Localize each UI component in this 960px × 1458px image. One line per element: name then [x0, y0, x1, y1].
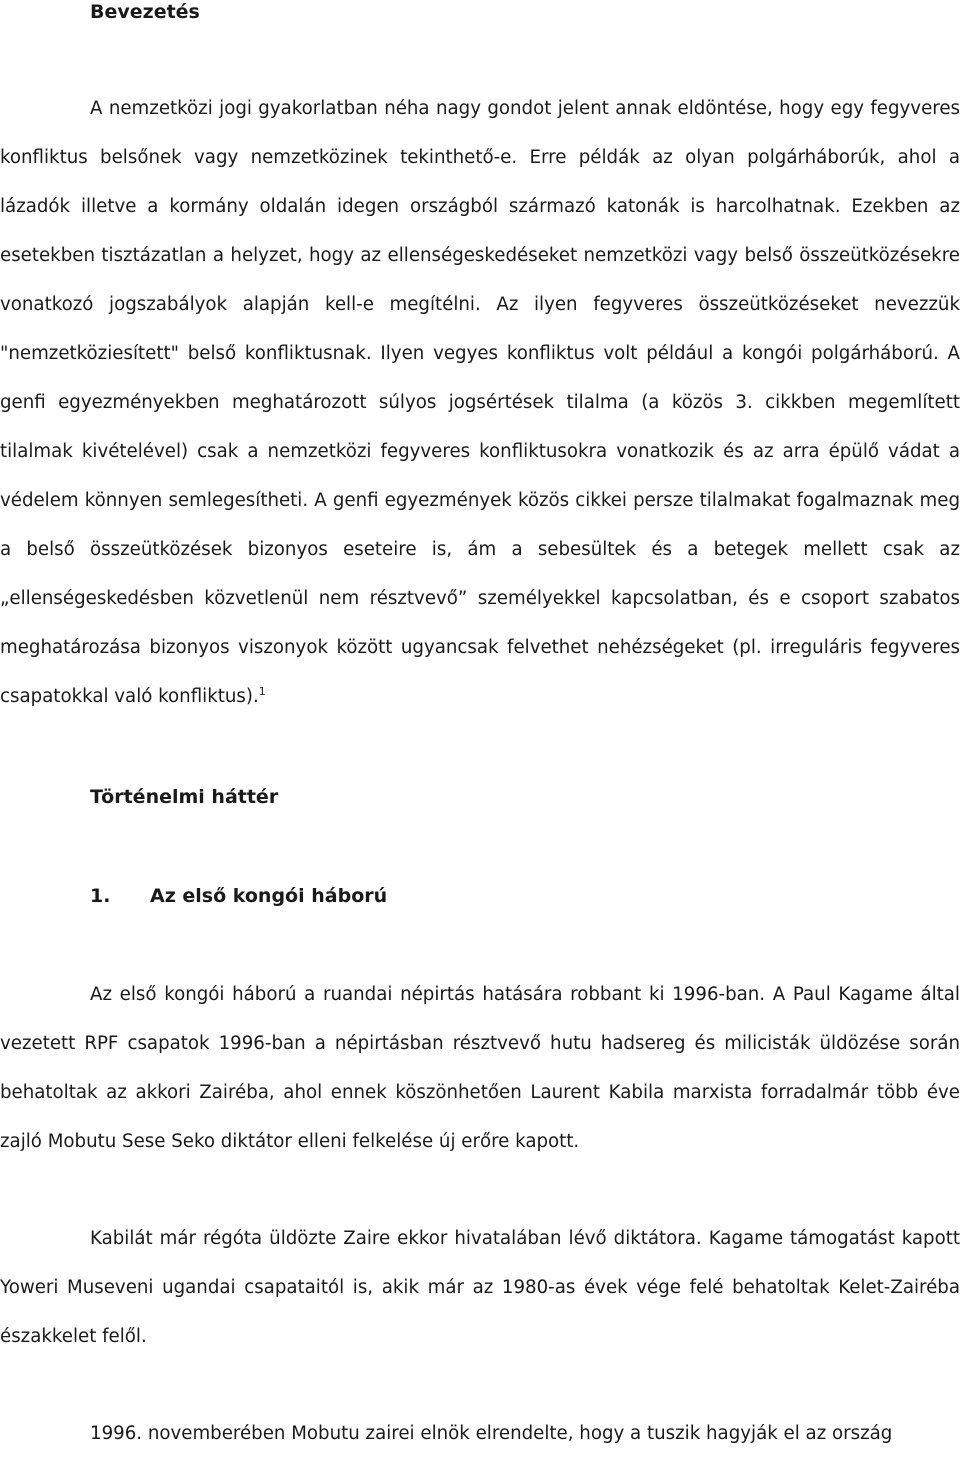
paragraph-section1-3-text: 1996. novemberében Mobutu zairei elnök elrendelte, hogy a tuszik hagyják el az ország	[90, 1423, 893, 1444]
footnote-marker: 1	[258, 685, 266, 698]
heading-section-1	[90, 884, 387, 908]
heading-historical-background: Történelmi háttér	[90, 786, 279, 808]
paragraph-intro	[0, 84, 960, 721]
paragraph-section1-1-text: Az első kongói háború a ruandai népirtás hatására robbant ki 1996-ban. A Paul Kagame által vezetett RPF csapatok 1996-ban a népirtásban résztvevő hutu hadsereg és milicisták üldözése során behatoltak az akkori Zairéba, ahol ennek köszönhetően Laurent Kabila marxista forradalmár több éve zajló Mobutu Sese Seko diktátor elleni felkelése új erőre kapott.	[0, 984, 960, 1152]
paragraph-section1-2-text: Kabilát már régóta üldözte Zaire ekkor hivatalában lévő diktátora. Kagame támogatást kapott Yoweri Museveni ugandai csapataitól is, akik már az 1980-as évek vége felé behatoltak Kelet-Zairéba északkelet felől.	[0, 1228, 960, 1347]
paragraph-section1-1	[0, 970, 960, 1166]
section-title: Az első kongói háború	[150, 885, 388, 907]
paragraph-section1-2	[0, 1214, 960, 1361]
heading-introduction: Bevezetés	[90, 1, 200, 23]
paragraph-intro-text: A nemzetközi jogi gyakorlatban néha nagy gondot jelent annak eldöntése, hogy egy fegyveres konfliktus belsőnek vagy nemzetközinek tekinthető-e. Erre példák az olyan polgárháborúk, ahol a lázadók illetve a kormány oldalán idegen országból származó katonák is harcolhatnak. Ezekben az esetekben tisztázatlan a helyzet, hogy az ellenségeskedéseket nemzetközi vagy belső összeütközésekre vonatkozó jogszabályok alapján kell-e megítélni. Az ilyen fegyveres összeütközéseket nevezzük "nemzetköziesített" belső konfliktusnak. Ilyen vegyes konfliktus volt például a kongói polgárháború. A genfi egyezményekben meghatározott súlyos jogsértések tilalma (a közös 3. cikkben megemlített tilalmak kivételével) csak a nemzetközi fegyveres konfliktusokra vonatkozik és az arra épülő vádat a védelem könnyen semlegesítheti. A genfi egyezmények közös cikkei persze tilalmakat fogalmaznak meg a belső összeütközések bizonyos eseteire is, ám a sebesültek és a betegek mellett csak az „ellenségeskedésben közvetlenül nem résztvevő” személyekkel kapcsolatban, és e csoport szabatos meghatározása bizonyos viszonyok között ugyancsak felvethet nehézségeket (pl. irreguláris fegyveres csapatokkal való konfliktus).	[0, 98, 960, 707]
section-number: 1.	[90, 885, 111, 907]
paragraph-section1-3	[0, 1409, 960, 1458]
